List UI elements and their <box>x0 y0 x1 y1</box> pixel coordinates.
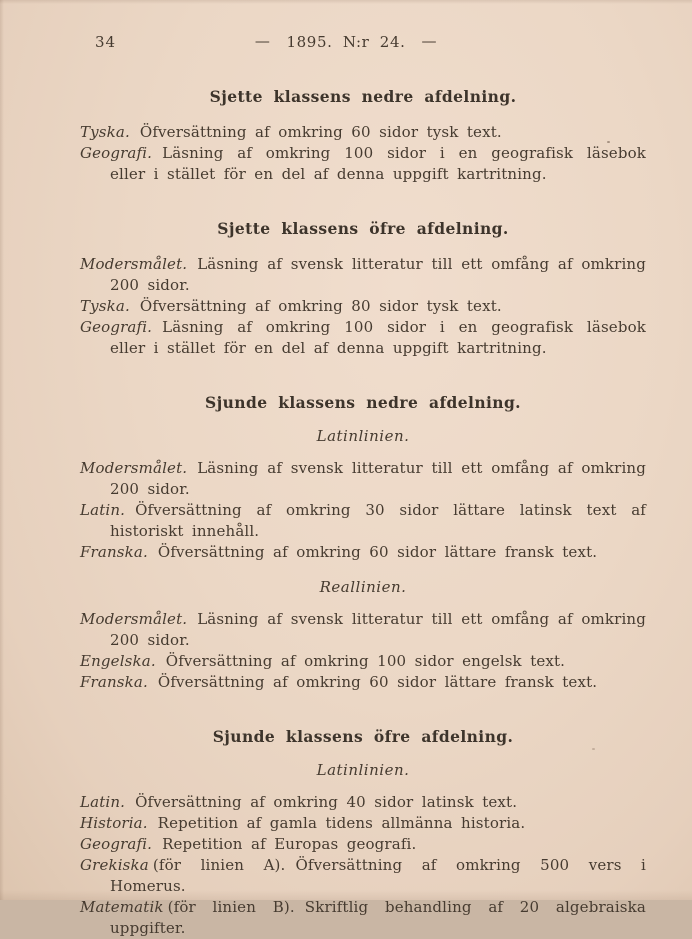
subject-qualifier: (för linien B). <box>167 898 295 916</box>
header-title: 1895. N:r 24. <box>286 33 406 51</box>
subject-name: Tyska. <box>80 123 130 141</box>
page-header <box>0 0 692 53</box>
entries-block <box>80 254 646 359</box>
curriculum-entry <box>80 834 646 855</box>
entry-text: Öfversättning af omkring 80 sidor tysk text. <box>139 297 502 315</box>
entries-block <box>80 122 646 185</box>
curriculum-entry <box>80 317 646 359</box>
entries-block <box>80 609 646 693</box>
subject-name: Latin. <box>80 501 126 519</box>
entry-text: Öfversättning af omkring 500 vers i Homerus. <box>110 856 646 895</box>
subsection-title: Latinlinien. <box>316 761 410 779</box>
entry-text: Skriftlig behandling af 20 algebraiska uppgifter. <box>110 898 646 937</box>
curriculum-entry <box>80 792 646 813</box>
section-title: Sjette klassens öfre afdelning. <box>217 219 509 238</box>
entry-text: Öfversättning af omkring 60 sidor tysk text. <box>139 123 502 141</box>
entry-text: Öfversättning af omkring 30 sidor lättare latinsk text af historiskt innehåll. <box>110 501 646 540</box>
curriculum-entry <box>80 143 646 185</box>
subject-qualifier: (för linien A). <box>152 856 286 874</box>
subject-name: Grekiska <box>80 856 149 874</box>
curriculum-entry <box>80 897 646 939</box>
curriculum-entry <box>80 672 646 693</box>
entry-text: Repetition af gamla tidens allmänna historia. <box>157 814 526 832</box>
curriculum-entry <box>80 813 646 834</box>
curriculum-entry <box>80 458 646 500</box>
page-number: 34 <box>95 33 117 51</box>
header-right-dash: — <box>421 32 438 50</box>
curriculum-entry <box>80 296 646 317</box>
scan-speck <box>607 141 610 143</box>
section-title: Sjette klassens nedre afdelning. <box>209 87 517 106</box>
entry-text: Läsning af omkring 100 sidor i en geografisk läsebok eller i stället för en del af denna uppgift kartritning. <box>110 144 646 183</box>
subject-name: Geografi. <box>80 835 153 853</box>
page-content <box>80 87 646 939</box>
curriculum-entry <box>80 254 646 296</box>
subject-name: Engelska. <box>80 652 156 670</box>
subject-name: Modersmålet. <box>80 255 188 273</box>
entry-text: Repetition af Europas geografi. <box>162 835 417 853</box>
curriculum-entry <box>80 500 646 542</box>
header-left-dash: — <box>254 32 271 50</box>
curriculum-entry <box>80 122 646 143</box>
section-title: Sjunde klassens öfre afdelning. <box>212 727 514 746</box>
subject-name: Geografi. <box>80 318 153 336</box>
section-title: Sjunde klassens nedre afdelning. <box>205 393 521 412</box>
subject-name: Franska. <box>80 543 148 561</box>
entry-text: Öfversättning af omkring 60 sidor lättare fransk text. <box>157 543 598 561</box>
entry-text: Öfversättning af omkring 40 sidor latinsk text. <box>135 793 518 811</box>
subject-name: Modersmålet. <box>80 610 188 628</box>
entry-text: Läsning af omkring 100 sidor i en geografisk läsebok eller i stället för en del af denna uppgift kartritning. <box>110 318 646 357</box>
subject-name: Geografi. <box>80 144 153 162</box>
subsection-title: Reallinien. <box>319 578 407 596</box>
curriculum-entry <box>80 855 646 897</box>
curriculum-entry <box>80 651 646 672</box>
subject-name: Latin. <box>80 793 126 811</box>
subject-name: Tyska. <box>80 297 130 315</box>
entry-text: Läsning af svensk litteratur till ett omfång af omkring 200 sidor. <box>110 459 646 498</box>
subject-name: Historia. <box>80 814 148 832</box>
curriculum-entry <box>80 542 646 563</box>
scan-speck <box>592 748 595 750</box>
subject-name: Modersmålet. <box>80 459 188 477</box>
entry-text: Läsning af svensk litteratur till ett omfång af omkring 200 sidor. <box>110 255 646 294</box>
subject-name: Matematik <box>80 898 164 916</box>
subject-name: Franska. <box>80 673 148 691</box>
entry-text: Öfversättning af omkring 60 sidor lättare fransk text. <box>157 673 598 691</box>
curriculum-entry <box>80 609 646 651</box>
subsection-title: Latinlinien. <box>316 427 410 445</box>
entry-text: Öfversättning af omkring 100 sidor engelsk text. <box>165 652 566 670</box>
entries-block <box>80 458 646 563</box>
entry-text: Läsning af svensk litteratur till ett omfång af omkring 200 sidor. <box>110 610 646 649</box>
entries-block <box>80 792 646 939</box>
